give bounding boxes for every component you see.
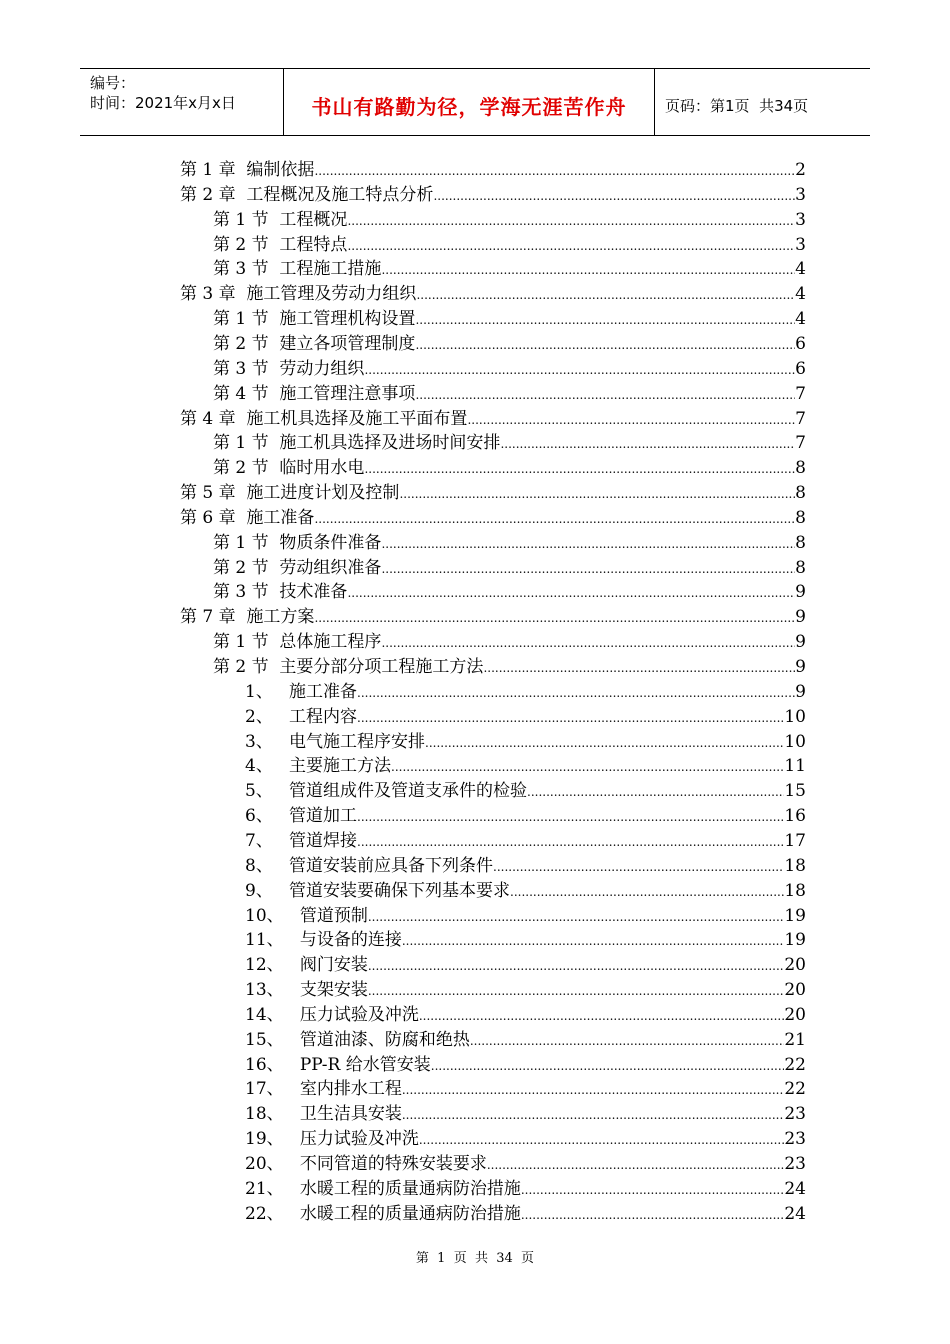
toc-entry-page: 18 [784, 855, 806, 876]
toc-entry-page: 10 [784, 706, 806, 727]
toc-dot-leader [431, 1054, 785, 1079]
toc-entry-page: 6 [795, 333, 806, 354]
toc-entry-page: 18 [784, 880, 806, 901]
toc-dot-leader [368, 905, 785, 930]
toc-entry-label: 第 2 节 临时用水电 [213, 458, 365, 479]
toc-entry[interactable] [213, 630, 806, 655]
toc-dot-leader [368, 954, 785, 979]
toc-dot-leader [416, 283, 795, 308]
toc-entry-label: 14、 压力试验及冲洗 [245, 1004, 419, 1025]
toc-dot-leader [314, 606, 795, 631]
toc-entry-page: 19 [784, 930, 806, 951]
toc-entry-page: 7 [795, 433, 806, 454]
toc-dot-leader [368, 979, 785, 1004]
toc-entry-label: 第 4 章 施工机具选择及施工平面布置 [180, 408, 468, 429]
toc-entry-label: 11、 与设备的连接 [245, 930, 402, 951]
toc-entry-page: 9 [795, 681, 806, 702]
toc-entry-label: 第 1 节 总体施工程序 [213, 632, 382, 653]
toc-dot-leader [483, 656, 795, 681]
toc-entry-label: 第 1 节 物质条件准备 [213, 532, 382, 553]
toc-entry[interactable] [245, 1102, 806, 1127]
toc-entry-page: 8 [795, 483, 806, 504]
toc-entry-page: 7 [795, 408, 806, 429]
toc-dot-leader [381, 631, 795, 656]
toc-entry-label: 20、 不同管道的特殊安装要求 [245, 1154, 487, 1174]
toc-entry-label: 17、 室内排水工程 [245, 1079, 402, 1100]
toc-entry-page: 22 [784, 1079, 806, 1100]
toc-dot-leader [467, 408, 795, 433]
header-motto: 书山有路勤为径，学海无涯苦作舟 [283, 69, 655, 135]
toc-entry[interactable] [213, 556, 806, 581]
toc-entry-page: 4 [795, 284, 806, 305]
toc-entry-page: 2 [795, 160, 806, 180]
toc-entry[interactable] [245, 779, 806, 804]
toc-entry[interactable] [245, 730, 806, 755]
toc-entry-label: 第 1 章 编制依据 [180, 160, 315, 180]
toc-entry-page: 22 [784, 1054, 806, 1075]
toc-entry-label: 第 1 节 工程概况 [213, 209, 348, 230]
toc-entry[interactable] [245, 1177, 806, 1202]
toc-entry-label: 第 1 节 施工机具选择及进场时间安排 [213, 433, 501, 454]
toc-dot-leader [381, 557, 795, 582]
toc-entry-page: 8 [795, 458, 806, 479]
toc-entry[interactable] [245, 804, 806, 829]
toc-entry-label: 21、 水暖工程的质量通病防治措施 [245, 1178, 521, 1199]
toc-entry[interactable] [245, 953, 806, 978]
toc-entry-label: 16、 PP-R 给水管安装 [245, 1054, 431, 1075]
toc-entry[interactable] [213, 357, 806, 382]
toc-dot-leader [402, 1103, 785, 1128]
toc-entry[interactable] [245, 854, 806, 879]
header-page-label: 页码：第1页 共34页 [665, 96, 809, 115]
toc-dot-leader [357, 830, 784, 855]
toc-entry-label: 第 5 章 施工进度计划及控制 [180, 483, 400, 504]
toc-entry-label: 第 3 章 施工管理及劳动力组织 [180, 284, 417, 305]
toc-entry-page: 8 [795, 557, 806, 578]
toc-entry-label: 19、 压力试验及冲洗 [245, 1129, 419, 1150]
toc-entry[interactable] [180, 282, 806, 307]
toc-entry-label: 第 2 节 工程特点 [213, 234, 348, 255]
toc-entry-page: 6 [795, 358, 806, 379]
document-date: 时间：2021年x月x日 [90, 94, 236, 112]
toc-entry-page: 7 [795, 383, 806, 404]
toc-entry-label: 第 7 章 施工方案 [180, 607, 315, 628]
toc-dot-leader [347, 234, 795, 259]
toc-entry-label: 9、 管道安装要确保下列基本要求 [245, 880, 511, 901]
toc-entry[interactable] [245, 1028, 806, 1053]
toc-entry-label: 7、 管道焊接 [245, 830, 358, 851]
toc-dot-leader [521, 1178, 785, 1203]
toc-entry-label: 18、 卫生洁具安装 [245, 1104, 402, 1125]
toc-entry[interactable] [245, 1053, 806, 1078]
toc-dot-leader [419, 1128, 785, 1153]
toc-entry-label: 第 3 节 技术准备 [213, 582, 348, 603]
toc-dot-leader [527, 780, 784, 805]
toc-entry-label: 10、 管道预制 [245, 905, 368, 926]
toc-entry[interactable] [213, 431, 806, 456]
toc-dot-leader [357, 681, 795, 706]
toc-dot-leader [425, 731, 784, 756]
toc-entry-label: 第 2 节 主要分部分项工程施工方法 [213, 657, 484, 677]
page-footer [0, 1247, 950, 1266]
header-meta [80, 69, 283, 135]
toc-entry-page: 23 [784, 1104, 806, 1125]
toc-entry[interactable] [213, 307, 806, 332]
toc-entry[interactable] [245, 978, 806, 1003]
toc-entry-label: 8、 管道安装前应具备下列条件 [245, 855, 494, 876]
toc-dot-leader [402, 929, 785, 954]
toc-dot-leader [391, 755, 784, 780]
toc-entry[interactable] [213, 456, 806, 481]
toc-dot-leader [399, 482, 795, 507]
toc-entry-label: 第 3 节 工程施工措施 [213, 259, 382, 280]
toc-entry[interactable] [213, 208, 806, 233]
toc-entry-page: 20 [784, 980, 806, 1001]
toc-entry-page: 19 [784, 905, 806, 926]
toc-entry-label: 第 4 节 施工管理注意事项 [213, 383, 416, 404]
toc-entry[interactable] [213, 332, 806, 357]
document-number: 编号： [90, 74, 136, 92]
toc-entry-page: 23 [784, 1129, 806, 1150]
toc-dot-leader [402, 1078, 785, 1103]
toc-entry-label: 第 1 节 施工管理机构设置 [213, 309, 416, 330]
toc-entry-page: 9 [795, 657, 806, 677]
toc-dot-leader [357, 706, 784, 731]
toc-entry[interactable] [245, 1077, 806, 1102]
toc-entry[interactable] [245, 904, 806, 929]
toc-entry[interactable] [213, 531, 806, 556]
toc-entry-page: 21 [784, 1029, 806, 1050]
toc-entry[interactable] [245, 1003, 806, 1028]
toc-entry-page: 9 [795, 582, 806, 603]
toc-entry[interactable] [213, 257, 806, 282]
toc-entry-page: 11 [784, 756, 806, 777]
toc-entry[interactable] [213, 382, 806, 407]
toc-entry[interactable] [213, 580, 806, 605]
header-page-info [655, 69, 870, 135]
toc-dot-leader [470, 1029, 785, 1054]
toc-entry-label: 第 2 章 工程概况及施工特点分析 [180, 184, 434, 205]
toc-entry[interactable] [180, 605, 806, 630]
toc-dot-leader [521, 1203, 785, 1228]
toc-entry-page: 23 [784, 1154, 806, 1174]
toc-entry[interactable] [245, 680, 806, 705]
toc-entry-page: 24 [784, 1178, 806, 1199]
toc-dot-leader [415, 308, 795, 333]
toc-entry-label: 2、 工程内容 [245, 706, 358, 727]
toc-entry[interactable] [245, 754, 806, 779]
page-header [80, 68, 870, 136]
toc-entry[interactable] [245, 928, 806, 953]
toc-entry-label: 第 2 节 劳动组织准备 [213, 557, 382, 578]
toc-entry-page: 8 [795, 532, 806, 553]
toc-dot-leader [314, 159, 795, 184]
toc-entry-label: 4、 主要施工方法 [245, 756, 392, 777]
toc-entry[interactable] [245, 1127, 806, 1152]
toc-entry-page: 15 [784, 781, 806, 802]
toc-dot-leader [381, 532, 795, 557]
toc-dot-leader [487, 1153, 785, 1178]
toc-entry-page: 9 [795, 632, 806, 653]
toc-entry-page: 10 [784, 731, 806, 752]
toc-entry-page: 20 [784, 955, 806, 976]
toc-entry-page: 3 [795, 209, 806, 230]
toc-entry-label: 22、 水暖工程的质量通病防治措施 [245, 1203, 521, 1224]
toc-dot-leader [415, 383, 795, 408]
toc-entry[interactable] [180, 481, 806, 506]
toc-entry-page: 4 [795, 309, 806, 330]
toc-dot-leader [510, 880, 784, 905]
toc-dot-leader [347, 209, 795, 234]
toc-entry-label: 15、 管道油漆、防腐和绝热 [245, 1029, 470, 1050]
toc-entry-label: 第 2 节 建立各项管理制度 [213, 333, 416, 354]
toc-dot-leader [415, 333, 795, 358]
toc-entry-page: 4 [795, 259, 806, 280]
toc-entry-label: 6、 管道加工 [245, 806, 358, 827]
toc-dot-leader [381, 258, 795, 283]
toc-dot-leader [314, 507, 795, 532]
toc-entry-page: 3 [795, 184, 806, 205]
toc-entry-page: 24 [784, 1203, 806, 1224]
toc-entry-page: 20 [784, 1004, 806, 1025]
toc-entry-label: 13、 支架安装 [245, 980, 368, 1001]
toc-dot-leader [493, 855, 784, 880]
toc-entry-label: 12、 阀门安装 [245, 955, 368, 976]
toc-entry[interactable] [245, 829, 806, 854]
toc-dot-leader [347, 581, 795, 606]
toc-entry[interactable] [180, 183, 806, 208]
toc-dot-leader [364, 457, 795, 482]
toc-entry[interactable] [245, 879, 806, 904]
toc-entry[interactable] [180, 506, 806, 531]
toc-entry-page: 17 [784, 830, 806, 851]
toc-entry-page: 8 [795, 507, 806, 528]
toc-entry-label: 5、 管道组成件及管道支承件的检验 [245, 781, 528, 802]
toc-entry-label: 第 3 节 劳动力组织 [213, 358, 365, 379]
toc-entry-page: 9 [795, 607, 806, 628]
toc-dot-leader [419, 1004, 785, 1029]
toc-dot-leader [364, 358, 795, 383]
toc-entry[interactable] [245, 705, 806, 730]
toc-dot-leader [433, 184, 795, 209]
toc-entry[interactable] [245, 1202, 806, 1227]
toc-dot-leader [500, 432, 795, 457]
toc-entry-label: 1、 施工准备 [245, 681, 358, 702]
toc-entry[interactable] [180, 158, 806, 183]
toc-entry[interactable] [245, 1152, 806, 1177]
footer-page-number: 第 1 页 共 34 页 [415, 1251, 535, 1266]
toc-entry[interactable] [213, 233, 806, 258]
toc-entry-page: 3 [795, 234, 806, 255]
toc-entry-label: 第 6 章 施工准备 [180, 507, 315, 528]
toc-dot-leader [357, 805, 784, 830]
toc-entry[interactable] [180, 407, 806, 432]
toc-entry[interactable] [213, 655, 806, 680]
toc-entry-label: 3、 电气施工程序安排 [245, 731, 426, 752]
toc-entry-page: 16 [784, 806, 806, 827]
